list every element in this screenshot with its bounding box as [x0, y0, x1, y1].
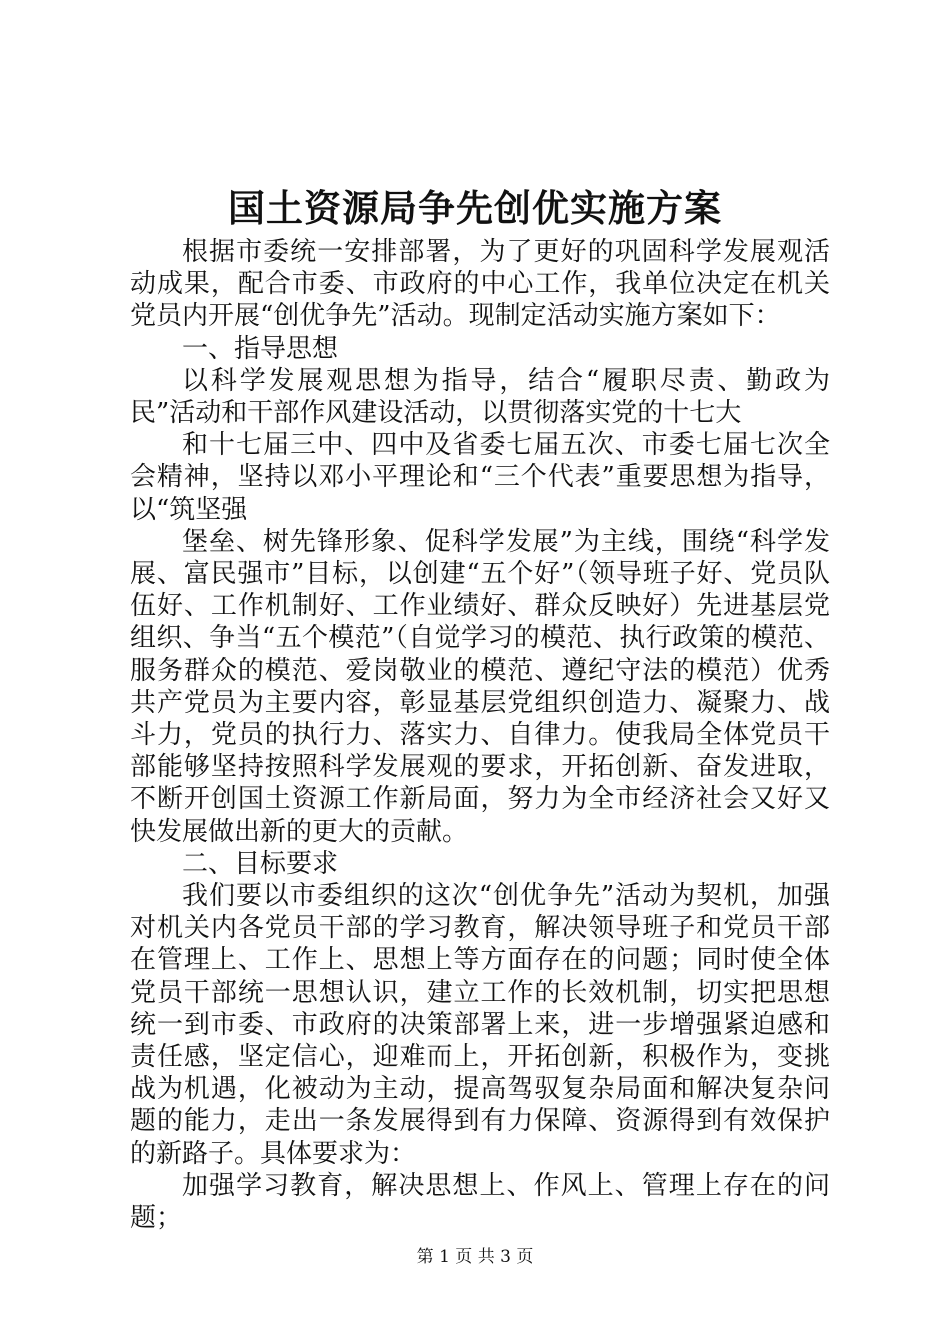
- page-number-footer: 第 1 页 共 3 页: [416, 1247, 534, 1267]
- paragraph-goals: 我们要以市委组织的这次“创优争先”活动为契机，加强对机关内各党员干部的学习教育，解决领导班子和党员干部在管理上、工作上、思想上等方面存在的问题；同时使全体党员干部统一思想认识，建立工作的长效机制，切实把思想统一到市委、市政府的决策部署上来，进一步增强紧迫感和责任感，坚定信心，迎难而上，开拓创新，积极作为，变挑战为机遇，化被动为主动，提高驾驭复杂局面和解决复杂问题的能力，走出一条发展得到有力保障、资源得到有效保护的新路子。具体要求为：: [130, 881, 830, 1169]
- document-title: 国土资源局争先创优实施方案: [228, 186, 722, 230]
- paragraph-requirement-1: 加强学习教育，解决思想上、作风上、管理上存在的问题；: [130, 1170, 830, 1234]
- paragraph-guiding-2: 和十七届三中、四中及省委七届五次、市委七届七次全会精神，坚持以邓小平理论和“三个代表”重要思想为指导，以“筑坚强: [130, 430, 830, 525]
- paragraph-guiding-1: 以科学发展观思想为指导，结合“履职尽责、勤政为民”活动和干部作风建设活动，以贯彻落实党的十七大: [130, 365, 830, 429]
- paragraph-guiding-3: 堡垒、树先锋形象、促科学发展”为主线，围绕“科学发展、富民强市”目标，以创建“五个好”（领导班子好、党员队伍好、工作机制好、工作业绩好、群众反映好）先进基层党组织、争当“五个模范”（自觉学习的模范、执行政策的模范、服务群众的模范、爱岗敬业的模范、遵纪守法的模范）优秀共产党员为主要内容，彰显基层党组织创造力、凝聚力、战斗力，党员的执行力、落实力、自律力。使我局全体党员干部能够坚持按照科学发展观的要求，开拓创新、奋发进取，不断开创国土资源工作新局面，努力为全市经济社会又好又快发展做出新的更大的贡献。: [130, 526, 830, 847]
- paragraph-intro: 根据市委统一安排部署，为了更好的巩固科学发展观活动成果，配合市委、市政府的中心工作，我单位决定在机关党员内开展“创优争先”活动。现制定活动实施方案如下：: [130, 237, 830, 332]
- section-heading-goals: 二、目标要求: [182, 848, 339, 879]
- section-heading-guiding-thought: 一、指导思想: [182, 333, 339, 364]
- document-body: [130, 236, 830, 1234]
